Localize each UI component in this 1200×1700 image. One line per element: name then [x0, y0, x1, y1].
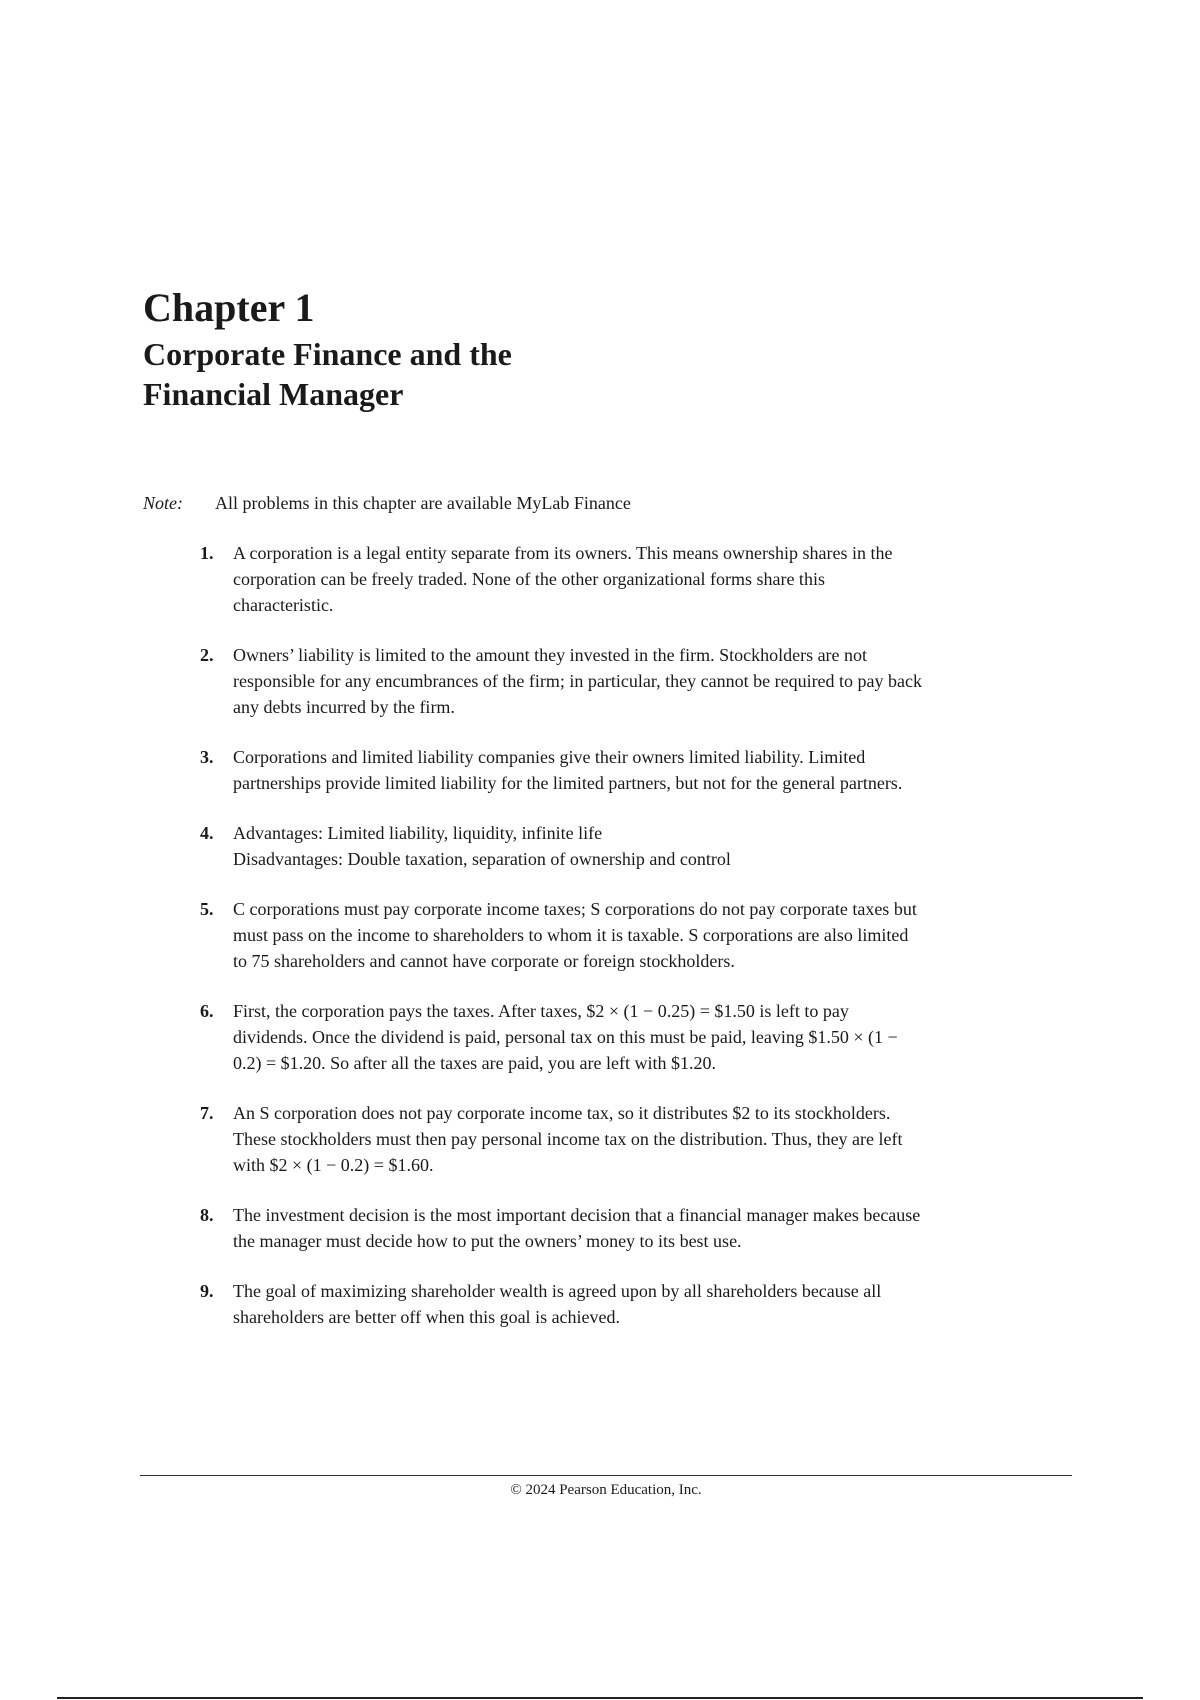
footer-divider: [140, 1475, 1072, 1476]
problem-line: with $2 × (1 − 0.2) = $1.60.: [233, 1155, 434, 1175]
problem-line: Disadvantages: Double taxation, separation of ownership and control: [233, 849, 731, 869]
problem-line: responsible for any encumbrances of the firm; in particular, they cannot be required to pay back: [233, 671, 923, 691]
problem-text: [233, 1202, 1070, 1254]
chapter-title: [143, 334, 843, 414]
problem-line: C corporations must pay corporate income taxes; S corporations do not pay corporate taxes but: [233, 899, 917, 919]
problem-line: An S corporation does not pay corporate income tax, so it distributes $2 to its stockholders.: [233, 1103, 891, 1123]
list-item: [200, 642, 1070, 720]
page-bottom-divider: [57, 1697, 1143, 1699]
problem-number: 4.: [200, 823, 214, 843]
problem-line: First, the corporation pays the taxes. After taxes, $2 × (1 − 0.25) = $1.50 is left to pay: [233, 1001, 849, 1021]
problem-line: A corporation is a legal entity separate from its owners. This means ownership shares in the: [233, 543, 893, 563]
chapter-heading: [143, 286, 843, 414]
problem-line: The investment decision is the most important decision that a financial manager makes because: [233, 1205, 921, 1225]
problem-line: partnerships provide limited liability for the limited partners, but not for the general partners.: [233, 773, 903, 793]
problem-text: [233, 998, 1070, 1076]
problem-line: must pass on the income to shareholders to whom it is taxable. S corporations are also limited: [233, 925, 909, 945]
problem-number: 1.: [200, 543, 214, 563]
list-item: [200, 540, 1070, 618]
problem-text: [233, 744, 1070, 796]
note-label: Note:: [143, 493, 183, 513]
problem-line: the manager must decide how to put the owners’ money to its best use.: [233, 1231, 742, 1251]
problem-number: 8.: [200, 1205, 214, 1225]
problem-text: [233, 1278, 1070, 1330]
problem-line: These stockholders must then pay personal income tax on the distribution. Thus, they are left: [233, 1129, 903, 1149]
list-item: [200, 998, 1070, 1076]
chapter-title-line-1: Corporate Finance and the: [143, 336, 512, 372]
list-item: [200, 1278, 1070, 1330]
problem-line: characteristic.: [233, 595, 334, 615]
problem-text: [233, 896, 1070, 974]
problem-line: to 75 shareholders and cannot have corporate or foreign stockholders.: [233, 951, 735, 971]
problem-line: 0.2) = $1.20. So after all the taxes are paid, you are left with $1.20.: [233, 1053, 717, 1073]
problem-line: Owners’ liability is limited to the amount they invested in the firm. Stockholders are not: [233, 645, 868, 665]
chapter-number: Chapter 1: [143, 285, 315, 330]
chapter-title-line-2: Financial Manager: [143, 376, 404, 412]
problem-number: 5.: [200, 899, 214, 919]
problem-line: Corporations and limited liability companies give their owners limited liability. Limited: [233, 747, 866, 767]
list-item: [200, 744, 1070, 796]
footer-copyright: © 2024 Pearson Education, Inc.: [510, 1482, 702, 1498]
problem-number: 2.: [200, 645, 214, 665]
problem-number: 7.: [200, 1103, 214, 1123]
list-item: [200, 1202, 1070, 1254]
problem-line: any debts incurred by the firm.: [233, 697, 455, 717]
problem-line: shareholders are better off when this goal is achieved.: [233, 1307, 621, 1327]
problem-line: dividends. Once the dividend is paid, personal tax on this must be paid, leaving $1.50 × (1 −: [233, 1027, 898, 1047]
list-item: [200, 820, 1070, 872]
problem-text: [233, 1100, 1070, 1178]
list-item: [200, 896, 1070, 974]
problem-number: 6.: [200, 1001, 214, 1021]
chapter-note: [143, 492, 631, 514]
problem-number: 3.: [200, 747, 214, 767]
problem-number: 9.: [200, 1281, 214, 1301]
problem-text: [233, 642, 1070, 720]
list-item: [200, 1100, 1070, 1178]
problem-text: [233, 540, 1070, 618]
problem-line: The goal of maximizing shareholder wealth is agreed upon by all shareholders because all: [233, 1281, 882, 1301]
problem-list: [200, 540, 1070, 1354]
note-text: All problems in this chapter are available MyLab Finance: [215, 493, 631, 513]
problem-line: Advantages: Limited liability, liquidity, infinite life: [233, 823, 603, 843]
problem-line: corporation can be freely traded. None of the other organizational forms share this: [233, 569, 825, 589]
problem-text: [233, 820, 1070, 872]
